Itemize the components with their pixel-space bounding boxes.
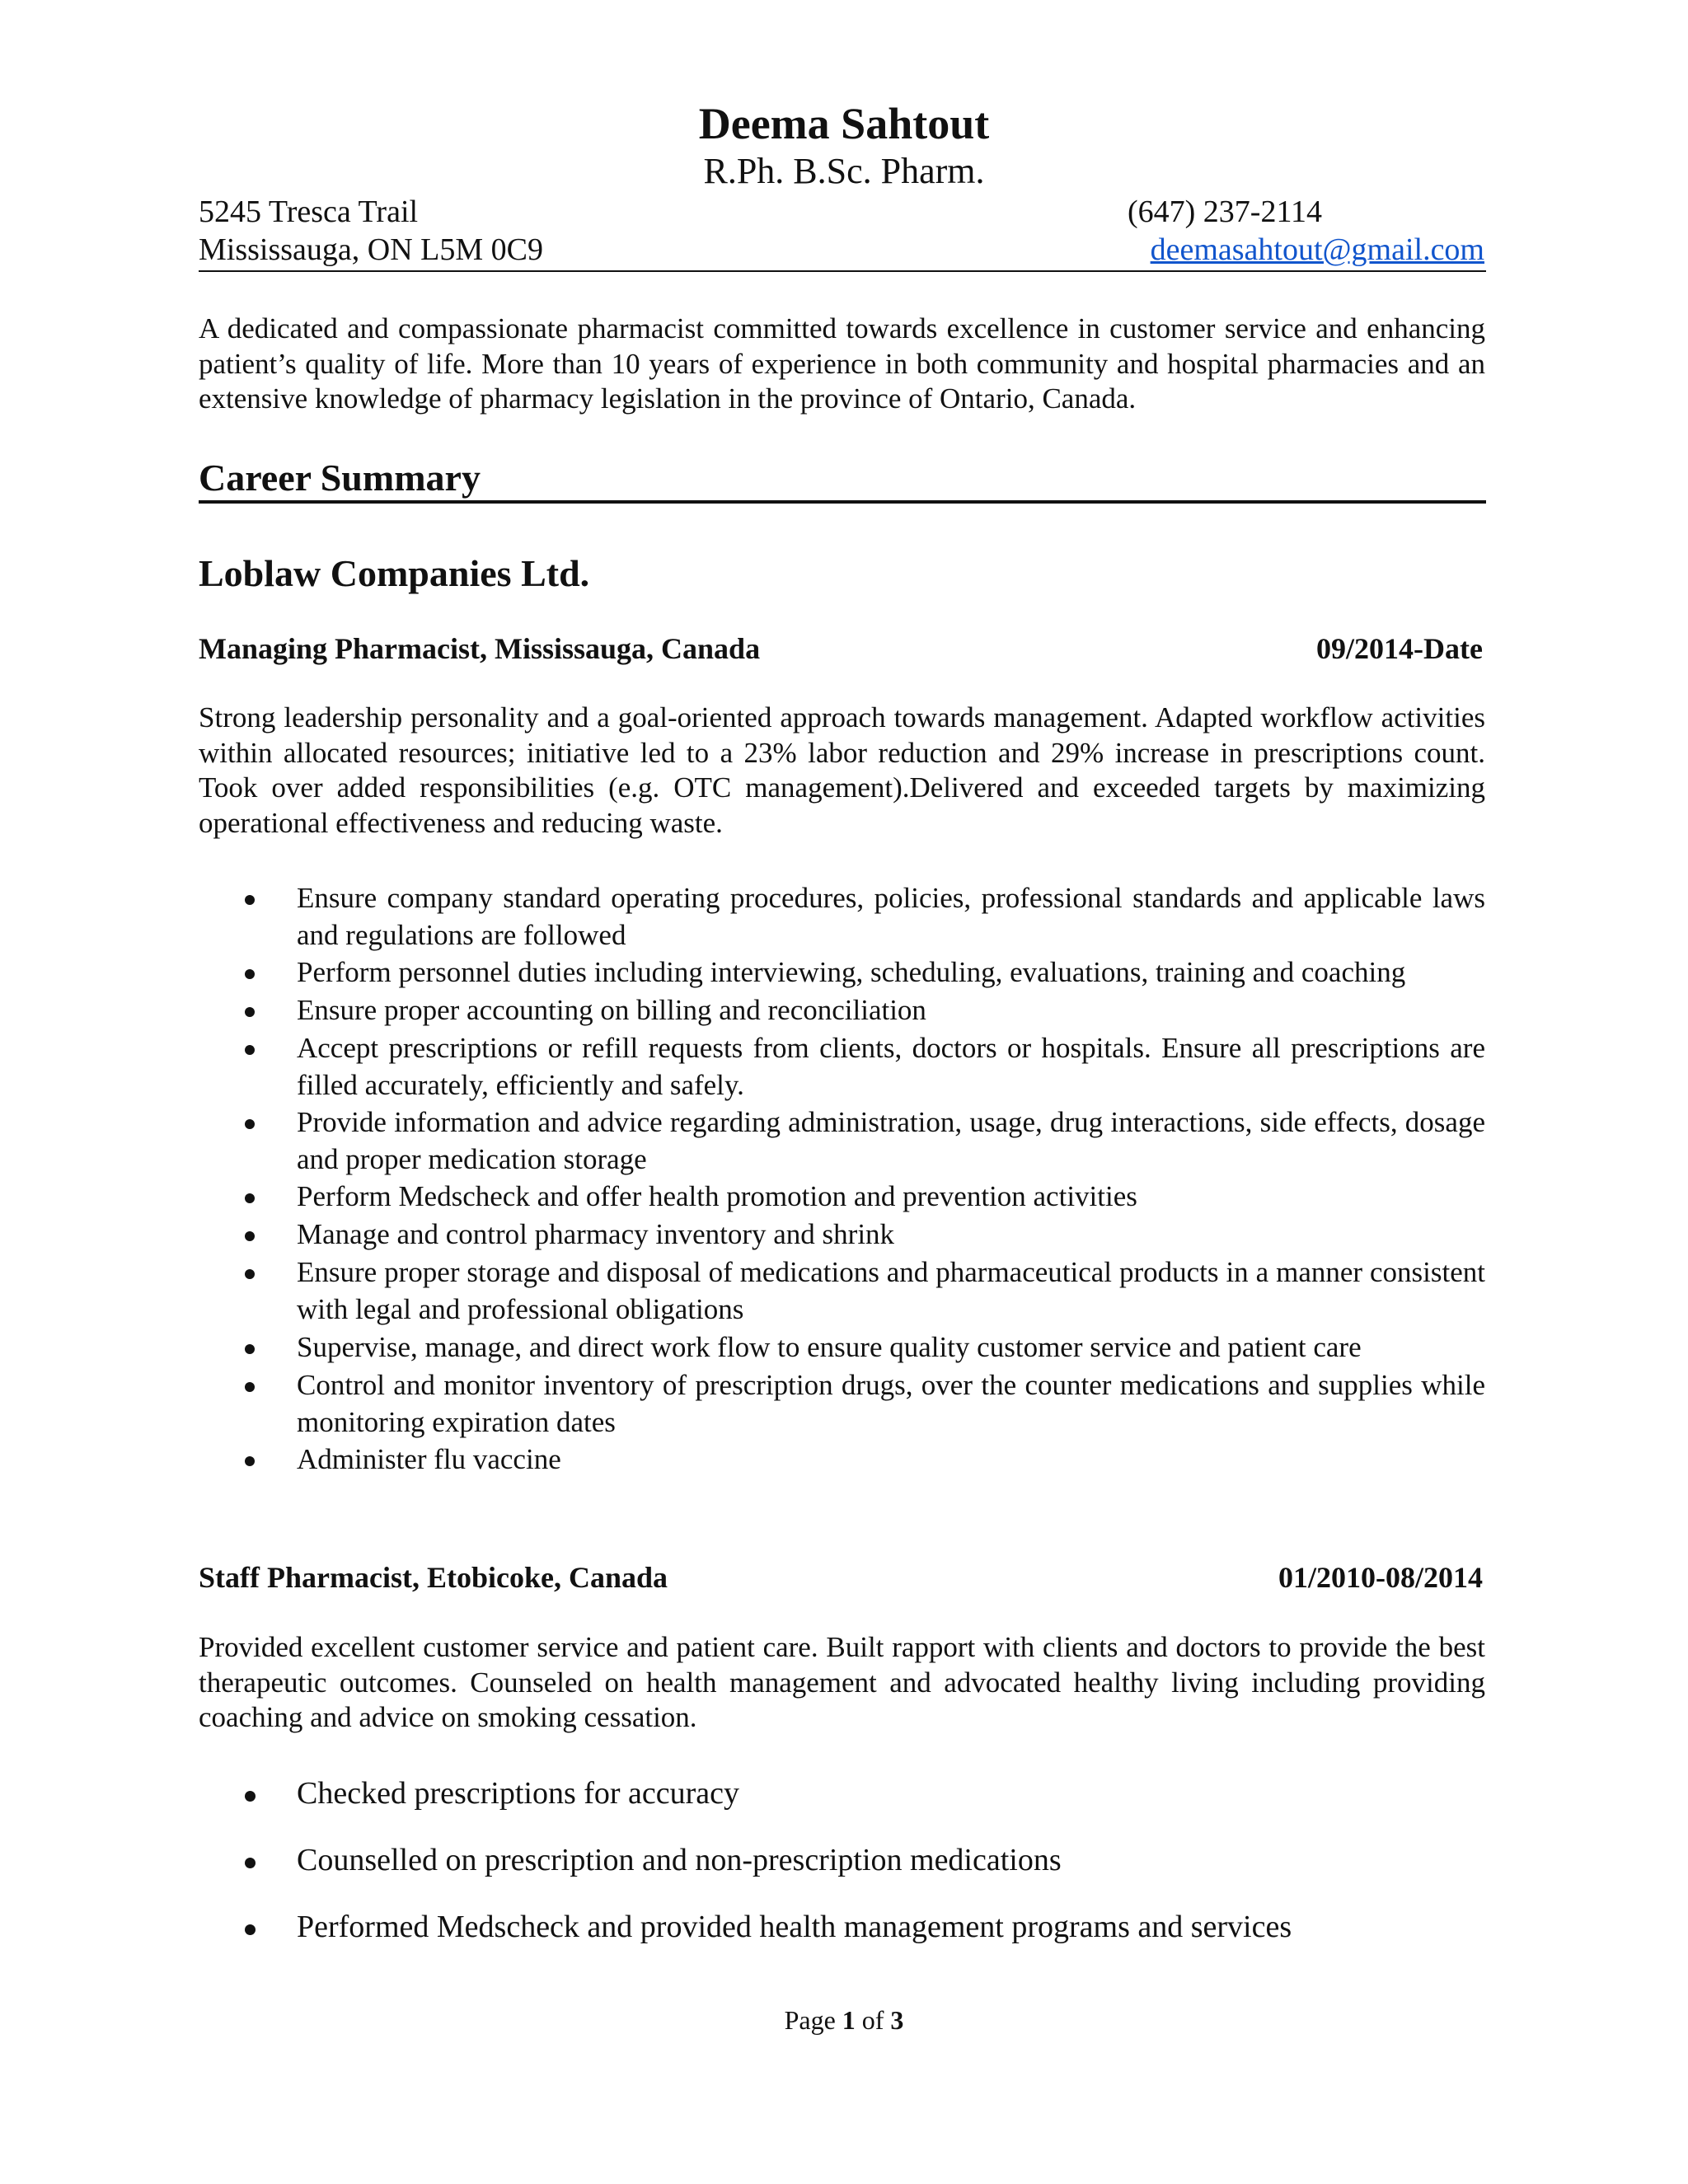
bullet-icon xyxy=(245,1231,255,1241)
list-item-text: Ensure proper accounting on billing and reconciliation xyxy=(297,994,926,1026)
job-description: Provided excellent customer service and patient care. Built rapport with clients and doctors to provide the best therapeutic outcomes. Counseled on health management and advocated healthy living including providing coaching and advice on smoking cessation. xyxy=(199,1631,1485,1733)
total-page-count: 3 xyxy=(890,2005,904,2035)
job-dates: 09/2014-Date xyxy=(1316,632,1483,665)
job-title: Managing Pharmacist, Mississauga, Canada xyxy=(199,632,761,665)
job-title: Staff Pharmacist, Etobicoke, Canada xyxy=(199,1561,668,1594)
address-line-1: 5245 Tresca Trail xyxy=(199,194,419,229)
bullet-icon xyxy=(245,1924,256,1935)
job-description: Strong leadership personality and a goal-oriented approach towards management. Adapted workflow activities within allocated resources; initiative led to a 23% labor reduction and 29% increase in prescriptions count. Took over added responsibilities (e.g. OTC management).Delivered and exceeded targets by maximizing operational effectiveness and reducing waste. xyxy=(199,701,1485,839)
bullet-icon xyxy=(245,1045,255,1055)
list-item-text: Provide information and advice regarding administration, usage, drug interactions, side effects, dosage and proper medication storage xyxy=(297,1106,1485,1175)
page-label: Page xyxy=(784,2005,836,2035)
candidate-name: Deema Sahtout xyxy=(698,99,990,148)
page-footer xyxy=(0,2004,1688,2036)
section-title: Career Summary xyxy=(199,457,481,499)
bullet-icon xyxy=(245,1456,255,1466)
bullet-icon xyxy=(245,969,255,979)
section-divider xyxy=(199,500,1486,504)
list-item-text: Ensure proper storage and disposal of medications and pharmaceutical products in a manner consistent with legal and professional obligations xyxy=(297,1256,1485,1325)
job-dates: 01/2010-08/2014 xyxy=(1278,1561,1483,1594)
list-item-text: Control and monitor inventory of prescription drugs, over the counter medications and supplies while monitoring expiration dates xyxy=(297,1369,1485,1438)
bullet-icon xyxy=(245,1382,255,1392)
bullet-icon xyxy=(245,1007,255,1017)
profile-summary: A dedicated and compassionate pharmacist committed towards excellence in customer service and enhancing patient’s quality of life. More than 10 years of experience in both community and hospital pharmacies and an extensive knowledge of pharmacy legislation in the province of Ontario, Canada. xyxy=(199,312,1485,415)
bullet-icon xyxy=(245,1193,255,1203)
bullet-icon xyxy=(245,1791,256,1802)
list-item-text: Supervise, manage, and direct work flow to ensure quality customer service and patient care xyxy=(297,1331,1362,1363)
list-item-text: Checked prescriptions for accuracy xyxy=(297,1776,740,1811)
candidate-credentials: R.Ph. B.Sc. Pharm. xyxy=(703,151,985,191)
list-item-text: Counselled on prescription and non-prescription medications xyxy=(297,1843,1062,1877)
phone-number: (647) 237-2114 xyxy=(1128,194,1323,229)
list-item-text: Ensure company standard operating procedures, policies, professional standards and applicable laws and regulations are followed xyxy=(297,882,1485,951)
company-name: Loblaw Companies Ltd. xyxy=(199,552,590,594)
email-link[interactable]: deemasahtout@gmail.com xyxy=(1150,232,1484,267)
address-line-2: Mississauga, ON L5M 0C9 xyxy=(199,232,544,267)
bullet-icon xyxy=(245,1858,256,1868)
list-item-text: Administer flu vaccine xyxy=(297,1443,561,1475)
bullet-icon xyxy=(245,895,255,905)
list-item-text: Perform Medscheck and offer health promotion and prevention activities xyxy=(297,1180,1137,1212)
header-divider xyxy=(199,270,1486,272)
bullet-icon xyxy=(245,1119,255,1129)
list-item-text: Accept prescriptions or refill requests from clients, doctors or hospitals. Ensure all prescriptions are filled accurately, efficiently and safely. xyxy=(297,1032,1485,1101)
list-item-text: Perform personnel duties including interviewing, scheduling, evaluations, training and coaching xyxy=(297,956,1406,988)
current-page-number: 1 xyxy=(842,2005,856,2035)
of-label: of xyxy=(861,2005,884,2035)
bullet-icon xyxy=(245,1269,255,1279)
list-item-text: Manage and control pharmacy inventory and shrink xyxy=(297,1218,895,1250)
bullet-icon xyxy=(245,1344,255,1354)
list-item-text: Performed Medscheck and provided health management programs and services xyxy=(297,1910,1292,1944)
